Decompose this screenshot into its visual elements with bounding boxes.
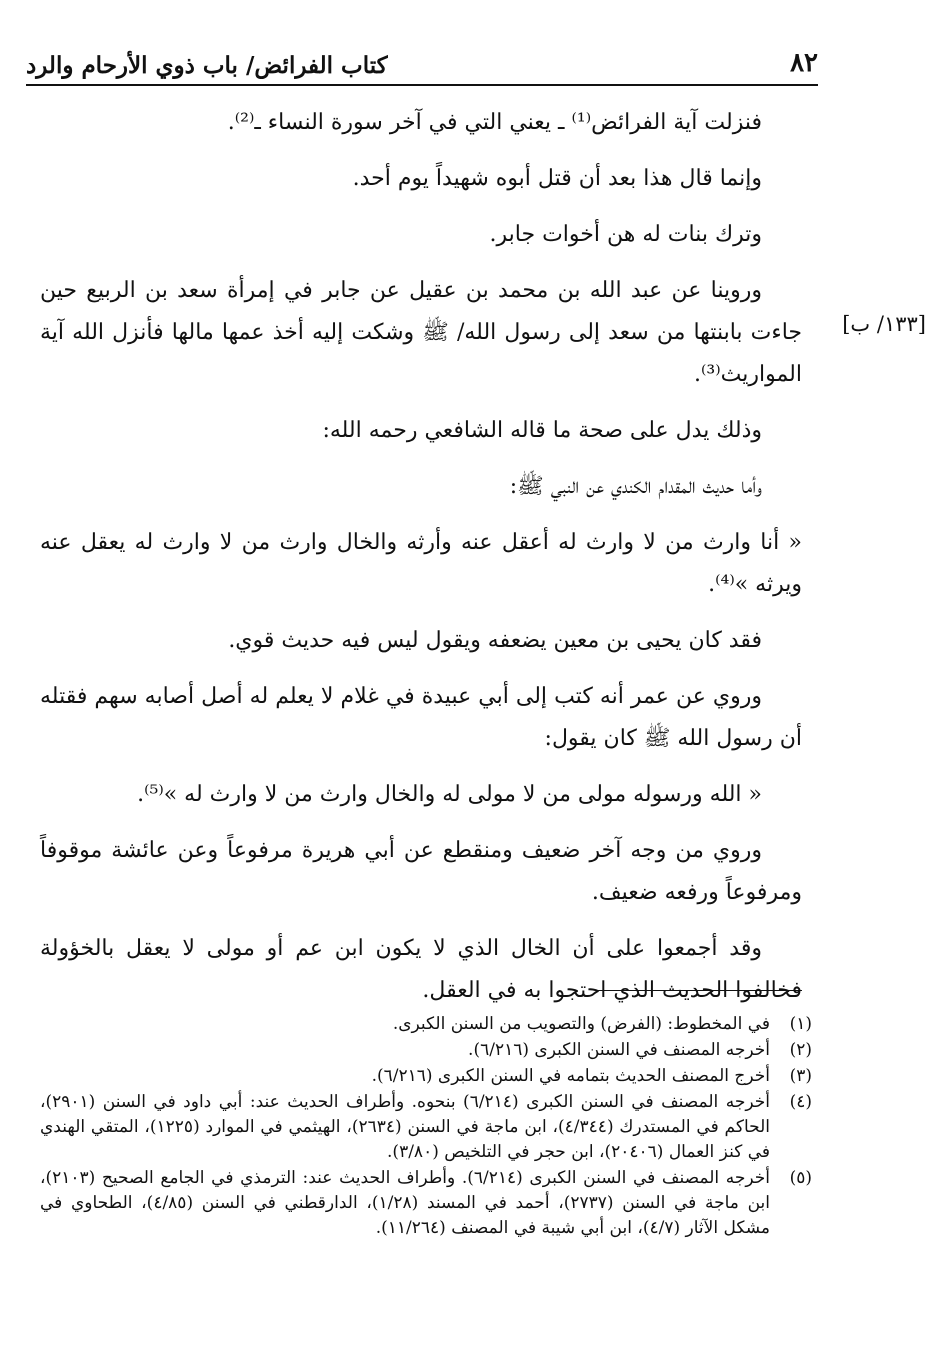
footnote xyxy=(40,1038,812,1063)
paragraph: وروينا عن عبد الله بن محمد بن عقيل عن جابر في إمرأة سعد بن الربيع حين جاءت بابنتها من سعد إلى رسول الله/ ﷺ وشكت إليه أخذ عمها مالها فأنزل الله آية المواريث⁽³⁾. xyxy=(40,278,802,387)
footnote xyxy=(40,1064,812,1089)
hadith-quote: « أنا وارث من لا وارث له أعقل عنه وأرثه والخال وارث من لا وارث له يعقل عنه ويرثه »⁽⁴⁾. xyxy=(40,530,802,597)
footnote-number: (١) xyxy=(789,1014,812,1034)
footnote-text: أخرجه المصنف في السنن الكبرى (٦/٢١٦). xyxy=(468,1040,770,1060)
footnote xyxy=(40,1090,812,1165)
main-text xyxy=(40,102,802,1026)
footnote-text: في المخطوط: (الفرض) والتصويب من السنن الكبرى. xyxy=(392,1014,770,1034)
paragraph: وأما حديث المقدام الكندي عن النبي ﷺ: xyxy=(509,474,762,499)
footnote-number: (٢) xyxy=(789,1040,812,1060)
footnote-text: أخرجه المصنف في السنن الكبرى (٦/٢١٤). وأطراف الحديث عند: الترمذي في الجامع الصحيح (٢١٠٣)، ابن ماجة في السنن (٢٧٣٧)، أحمد في المسند (١/٢٨)، الدارقطني في السنن (٤/٨٥)، الطحاوي في مشكل الآثار (٤/٧)، ابن أبي شيبة في المصنف (١١/٢٦٤). xyxy=(40,1168,770,1238)
footnote xyxy=(40,1166,812,1241)
paragraph: وروي عن عمر أنه كتب إلى أبي عبيدة في غلام لا يعلم له أصل أصابه سهم فقتله أن رسول الله ﷺ كان يقول: xyxy=(40,684,802,751)
footnote xyxy=(40,1012,812,1037)
paragraph: فقد كان يحيى بن معين يضعفه ويقول ليس فيه حديث قوي. xyxy=(228,628,762,653)
running-header xyxy=(26,44,818,86)
paragraph: وقد أجمعوا على أن الخال الذي لا يكون ابن عم أو مولى لا يعقل بالخؤولة فخالفوا الحديث الذي احتجوا به في العقل. xyxy=(40,936,802,1003)
hadith-quote: « الله ورسوله مولى من لا مولى له والخال وارث من لا وارث له »⁽⁵⁾. xyxy=(137,782,762,807)
paragraph: وإنما قال هذا بعد أن قتل أبوه شهيداً يوم أحد. xyxy=(352,166,762,191)
paragraph: وترك بنات له هن أخوات جابر. xyxy=(489,222,762,247)
footnote-number: (٥) xyxy=(789,1168,812,1188)
paragraph: وروي من وجه آخر ضعيف ومنقطع عن أبي هريرة مرفوعاً وعن عائشة موقوفاً ومرفوعاً ورفعه ضعيف. xyxy=(40,838,802,905)
footnote-separator xyxy=(597,990,802,991)
manuscript-folio-marker: [١٣٣/ ب] xyxy=(842,312,926,336)
footnotes xyxy=(40,1012,812,1242)
footnote-text: أخرج المصنف الحديث بتمامه في السنن الكبرى (٦/٢١٦). xyxy=(371,1066,770,1086)
footnote-number: (٤) xyxy=(789,1092,812,1112)
footnote-number: (٣) xyxy=(789,1066,812,1086)
paragraph: وذلك يدل على صحة ما قاله الشافعي رحمه الله: xyxy=(322,418,762,443)
footnote-text: أخرجه المصنف في السنن الكبرى (٦/٢١٤) بنحوه. وأطراف الحديث عند: أبي داود في السنن (٢٩٠١)، الحاكم في المستدرك (٤/٣٤٤)، ابن ماجة في السنن (٢٦٣٤)، الهيثمي في الموارد (١٢٢٥)، المتقي الهندي في كنز العمال (٢٠٤٠٦)، ابن حجر في التلخيص (٣/٨٠). xyxy=(40,1092,771,1162)
page-number: ٨٢ xyxy=(790,48,818,78)
chapter-title: كتاب الفرائض/ باب ذوي الأرحام والرد xyxy=(26,52,388,79)
paragraph: فنزلت آية الفرائض⁽¹⁾ ـ يعني التي في آخر سورة النساء ـ⁽²⁾. xyxy=(227,110,762,135)
